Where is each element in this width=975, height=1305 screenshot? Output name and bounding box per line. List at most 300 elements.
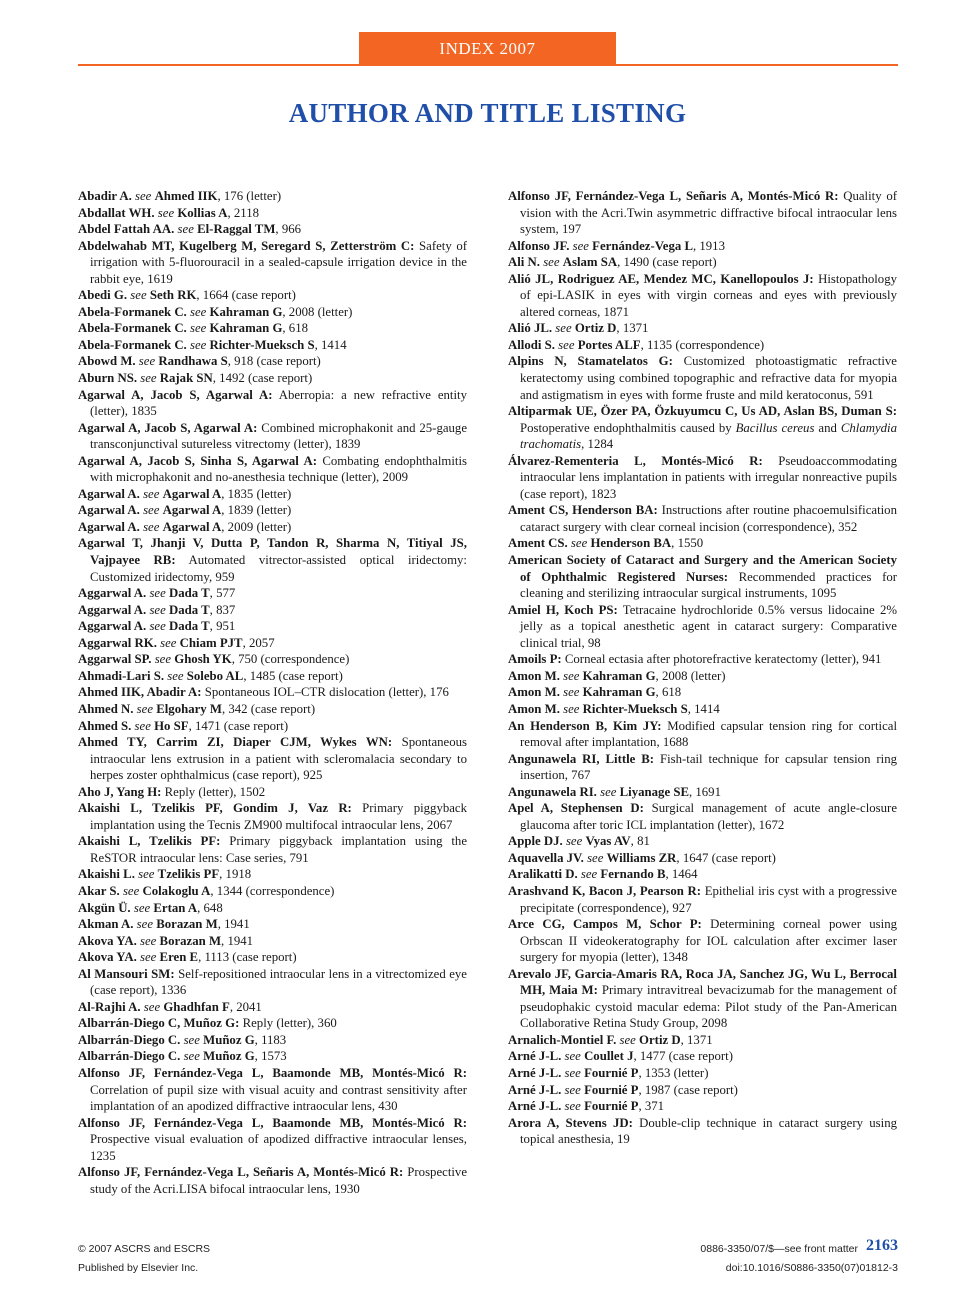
see-reference[interactable]: Agarwal A (162, 503, 222, 518)
index-entry (78, 535, 467, 585)
see-reference[interactable]: Solebo AL (186, 668, 244, 683)
see-label: see (140, 371, 157, 386)
index-entry (78, 221, 467, 238)
entry-text: , 1135 (correspondence) (640, 337, 765, 352)
see-label: see (565, 834, 583, 849)
entry-author: Arnalich-Montiel F. (508, 1032, 617, 1047)
entry-author: Agarwal A. (78, 519, 140, 534)
entry-author: Allodi S. (508, 337, 555, 352)
entry-text: , 1987 (case report) (638, 1082, 738, 1097)
entry-author: Alió JL. (508, 321, 553, 336)
entry-author: Agarwal A, Jacob S, Agarwal A: (78, 420, 258, 435)
index-entry (78, 602, 467, 619)
index-entry (508, 353, 897, 403)
entry-text: , 1839 (letter) (221, 503, 292, 518)
entry-author: Alfonso JF. (508, 238, 570, 253)
see-reference[interactable]: Muñoz G (203, 1049, 255, 1064)
entry-author: Aggarwal A. (78, 602, 147, 617)
entry-author: Altiparmak UE, Özer PA, Özkuyumcu C, Us AD, Aslan BS, Duman S: (508, 404, 897, 419)
entry-text: Automated vitrector-assisted optical iridectomy: Customized iridectomy, 959 (90, 553, 467, 584)
entry-author: Akman A. (78, 917, 134, 932)
index-entry (508, 271, 897, 321)
entry-author: Abowd M. (78, 354, 136, 369)
see-reference[interactable]: Ahmed IIK (154, 189, 218, 203)
index-entry (78, 1048, 467, 1065)
entry-text: Fish-tail technique for capsular tension ring insertion, 767 (520, 751, 897, 783)
see-label: see (619, 1032, 636, 1047)
entry-text: Self-repositioned intraocular lens in a vitrectomized eye (case report), 1336 (90, 966, 467, 998)
see-label: see (135, 189, 152, 203)
entry-author: Abdelwahab MT, Kugelberg M, Seregard S, Zetterström C: (78, 238, 415, 253)
index-entry (508, 1048, 897, 1065)
see-label: see (564, 1082, 581, 1097)
entry-author: Albarrán-Diego C. (78, 1049, 181, 1064)
entry-text: , 1664 (case report) (196, 288, 296, 303)
entry-text: Tetracaine hydrochloride 0.5% versus lidocaine 2% jelly as a topical anesthetic agent in cataract surgery: Comparative clinical trial, 98 (520, 602, 897, 650)
entry-text: Customized photoastigmatic refractive keratectomy using combined topographic and refractive data for myopia and astigmatism in eyes with forme fruste and mild keratoconus, 591 (520, 354, 897, 402)
see-label: see (587, 850, 604, 865)
index-entry (508, 883, 897, 916)
see-reference[interactable]: Aslam SA (562, 255, 618, 270)
see-label: see (157, 205, 175, 220)
entry-text: Spontaneous intraocular lens extrusion in a patient with scleromalacia secondary to herpes zoster ophthalmicus (case report), 925 (90, 735, 467, 783)
entry-text: Pseudoaccommodating intraocular lens implantation in patients with irregular nonreactive pupils (case report), 1823 (520, 453, 897, 501)
index-entry (78, 585, 467, 602)
entry-text: , 1647 (case report) (676, 850, 776, 865)
index-entry (78, 618, 467, 635)
entry-text: , 966 (275, 222, 302, 237)
index-entry (508, 238, 897, 255)
entry-author: Arné J-L. (508, 1082, 562, 1097)
entry-text: , 2057 (242, 635, 275, 650)
entry-author: Apple DJ. (508, 834, 563, 849)
index-tab: INDEX 2007 (359, 32, 616, 66)
see-reference[interactable]: Vyas AV (585, 834, 631, 849)
entry-text: , 1284 (581, 437, 614, 452)
index-entry (508, 1098, 897, 1115)
see-reference[interactable]: Kahraman G (582, 668, 656, 683)
entry-author: Ahmed N. (78, 701, 134, 716)
see-reference[interactable]: Richter-Mueksch S (209, 337, 315, 352)
see-reference[interactable]: Portes ALF (577, 337, 641, 352)
index-entry (78, 734, 467, 784)
see-label: see (580, 867, 598, 882)
see-reference[interactable]: Ortiz D (639, 1032, 681, 1047)
entry-author: Aggarwal SP. (78, 652, 152, 667)
entry-author: Akaishi L. (78, 867, 135, 882)
see-reference[interactable]: Ghosh YK (174, 652, 232, 667)
entry-text: Spontaneous IOL–CTR dislocation (letter), 176 (201, 685, 449, 700)
entry-text: Prospective visual evaluation of apodized diffractive intraocular lenses, 1235 (90, 1132, 467, 1163)
see-label: see (143, 519, 160, 534)
entry-author: Amiel H, Koch PS: (508, 602, 618, 617)
entry-author: An Henderson B, Kim JY: (508, 718, 662, 733)
see-reference[interactable]: Agarwal A (162, 519, 222, 534)
entry-text: and (814, 420, 841, 435)
entry-text: , 951 (209, 619, 236, 634)
entry-author: Arné J-L. (508, 1065, 562, 1080)
right-column (508, 188, 897, 1148)
entry-text: Instructions after routine phacoemulsification cataract surgery with clear corneal incision (correspondence), 352 (520, 503, 897, 534)
see-label: see (183, 1032, 200, 1047)
see-label: see (543, 255, 560, 270)
entry-author: Arora A, Stevens JD: (508, 1115, 633, 1130)
entry-author: Ahmed IIK, Abadir A: (78, 685, 202, 700)
see-reference[interactable]: Dada T (169, 602, 210, 617)
see-reference[interactable]: Rajak SN (159, 371, 213, 386)
entry-text: , 1414 (314, 337, 347, 352)
entry-text: , 1471 (case report) (188, 718, 289, 733)
index-entry (78, 651, 467, 668)
see-reference[interactable]: Tzelikis PF (157, 867, 220, 882)
index-entry (78, 205, 467, 222)
index-entry (78, 684, 467, 701)
index-entry (508, 718, 897, 751)
entry-author: Aggarwal RK. (78, 635, 157, 650)
index-entry (508, 1115, 897, 1148)
entry-text: Combating endophthalmitis with microphakonit and no-anesthesia technique (letter), 2009 (90, 453, 468, 485)
entry-author: Abdel Fattah AA. (78, 222, 175, 237)
entry-text: , 1941 (221, 933, 254, 948)
index-entry (508, 1032, 897, 1049)
entry-text: , 1490 (case report) (617, 255, 717, 270)
see-label: see (570, 536, 588, 551)
index-entry (508, 668, 897, 685)
entry-text: Correlation of pupil size with visual acuity and contrast sensitivity after implantation of an apodized diffractive intraocular lens, 430 (90, 1082, 467, 1114)
see-reference[interactable]: Ghadhfan F (163, 999, 230, 1014)
entry-author: Abela-Formanek C. (78, 304, 187, 319)
see-label: see (140, 950, 157, 965)
see-reference[interactable]: Fernando B (600, 867, 666, 882)
see-label: see (140, 933, 157, 948)
entry-author: Arevalo JF, Garcia-Amaris RA, Roca JA, Sanchez JG, Wu L, Berrocal MH, Maia M: (508, 966, 897, 998)
index-entry (78, 1164, 467, 1197)
see-reference[interactable]: Kahraman G (582, 685, 656, 700)
entry-author: Amon M. (508, 685, 560, 700)
index-entry (78, 1015, 467, 1032)
see-reference[interactable]: Elgohary M (156, 701, 222, 716)
entry-text: , 2008 (letter) (655, 668, 726, 683)
entry-author: Akova YA. (78, 950, 137, 965)
entry-author: Aquavella JV. (508, 850, 584, 865)
see-reference[interactable]: Muñoz G (203, 1032, 255, 1047)
index-entry (78, 453, 467, 486)
see-reference[interactable]: Seth RK (149, 288, 197, 303)
see-label: see (149, 619, 166, 634)
entry-text: , 618 (655, 685, 682, 700)
entry-text: Primary intravitreal bevacizumab for the management of pseudophakic cystoid macular edema: Pilot study of the Pan-American Collaborative Retina Study Group, 2098 (520, 983, 897, 1031)
index-entry (508, 751, 897, 784)
see-label: see (177, 222, 194, 237)
entry-author: Álvarez-Rementeria L, Montés-Micó R: (508, 453, 763, 468)
entry-author: Ali N. (508, 255, 540, 270)
entry-author: Ament CS. (508, 536, 568, 551)
index-entry (78, 933, 467, 950)
see-label: see (572, 238, 589, 253)
see-reference[interactable]: Randhawa S (158, 354, 228, 369)
page-number: 2163 (866, 1237, 898, 1254)
entry-text: Histopathology of epi-LASIK in eyes with virgin corneas and eyes with previously altered corneas, 1871 (520, 271, 897, 319)
index-entry (508, 602, 897, 652)
index-entry (508, 651, 897, 668)
see-reference[interactable]: Chiam PJT (179, 635, 243, 650)
entry-author: Akaishi L, Tzelikis PF: (78, 834, 221, 849)
entry-author: Ament CS, Henderson BA: (508, 503, 658, 518)
entry-text: Combined microphakonit and 25-gauge transconjunctival sutureless vitrectomy (letter), 1839 (90, 420, 467, 452)
entry-text: , 1371 (616, 321, 649, 336)
index-entry (78, 353, 467, 370)
index-entry (508, 552, 897, 602)
see-reference[interactable]: Williams ZR (606, 850, 677, 865)
entry-author: Al-Rajhi A. (78, 999, 141, 1014)
entry-text: , 618 (282, 321, 308, 336)
entry-author: Abela-Formanek C. (78, 337, 187, 352)
entry-author: Alfonso JF, Fernández-Vega L, Baamonde MB, Montés-Micó R: (78, 1065, 467, 1080)
entry-author: Arce CG, Campos M, Schor P: (508, 917, 702, 932)
entry-text: , 1941 (217, 917, 250, 932)
entry-text: , 1573 (254, 1049, 287, 1064)
page-title: AUTHOR AND TITLE LISTING (288, 98, 687, 128)
entry-author: Angunawela RI, Little B: (508, 751, 655, 766)
entry-text: , 2008 (letter) (282, 304, 353, 319)
entry-author: Akova YA. (78, 933, 137, 948)
see-reference[interactable]: Ortiz D (574, 321, 617, 336)
see-reference[interactable]: Kahraman G (209, 304, 283, 319)
index-entry (78, 519, 467, 536)
see-reference[interactable]: Coullet J (584, 1049, 634, 1064)
index-entry (78, 1065, 467, 1115)
entry-text: , 2041 (229, 999, 262, 1014)
index-entry (78, 502, 467, 519)
index-entry (78, 387, 467, 420)
entry-text: , 1371 (680, 1032, 713, 1047)
entry-text: , 1113 (case report) (198, 950, 297, 965)
index-entry (508, 701, 897, 718)
index-entry (78, 1115, 467, 1165)
index-entry (78, 304, 467, 321)
entry-text: Postoperative endophthalmitis caused by (520, 420, 736, 435)
index-entry (508, 866, 897, 883)
entry-text: Epithelial iris cyst with a progressive precipitate (correspondence), 927 (520, 883, 897, 915)
entry-author: Arné J-L. (508, 1049, 562, 1064)
see-reference[interactable]: Kollias A (177, 205, 228, 220)
entry-text: , 1344 (correspondence) (210, 883, 335, 898)
entry-text: Aberropia: a new refractive entity (letter), 1835 (90, 387, 467, 419)
see-label: see (136, 701, 154, 716)
index-entry (78, 238, 467, 288)
entry-author: Amon M. (508, 668, 560, 683)
see-label: see (564, 1065, 581, 1080)
entry-author: Aralikatti D. (508, 867, 578, 882)
entry-author: Agarwal A, Jacob S, Sinha S, Agarwal A: (78, 453, 317, 468)
entry-text: Surgical management of acute angle-closure glaucoma after toric ICL implantation (letter), 1672 (520, 801, 897, 832)
see-label: see (134, 718, 151, 733)
entry-text: Determining corneal power using Orbscan II videokeratography for IOL calculation after excimer laser surgery for myopia (letter), 1348 (520, 917, 897, 965)
see-label: see (189, 304, 207, 319)
see-reference[interactable]: Colakoglu A (142, 883, 211, 898)
index-entry (508, 684, 897, 701)
entry-text: , 2118 (227, 205, 259, 220)
entry-text: Prospective study of the Acri.LISA bifocal intraocular lens, 1930 (90, 1165, 468, 1196)
entry-author: Agarwal A. (78, 503, 140, 518)
see-label: see (143, 999, 161, 1014)
entry-author: American Society of Cataract and Surgery and the American Society of Ophthalmic Registered Nurses: (508, 553, 897, 584)
index-entry (78, 966, 467, 999)
see-label: see (122, 883, 140, 898)
entry-text: , 1183 (254, 1032, 287, 1047)
index-entry (78, 833, 467, 866)
index-entry (78, 866, 467, 883)
copyright-notice: © 2007 ASCRS and ESCRS (78, 1243, 211, 1255)
index-entry (508, 833, 897, 850)
index-entry (508, 453, 897, 503)
entry-author: Aggarwal A. (78, 619, 147, 634)
index-entry (78, 916, 467, 933)
issn-notice: 0886-3350/07/$—see front matter (700, 1243, 858, 1255)
index-entry (78, 949, 467, 966)
entry-text: , 1550 (671, 536, 704, 551)
index-entry (508, 916, 897, 966)
entry-author: Abdallat WH. (78, 205, 155, 220)
see-reference[interactable]: Richter-Mueksch S (582, 701, 688, 716)
entry-text: , 342 (case report) (221, 701, 316, 716)
entry-text: , 1464 (665, 867, 698, 882)
see-label: see (138, 867, 155, 882)
entry-author: Aburn NS. (78, 371, 138, 386)
index-entry (508, 337, 897, 354)
entry-author: Agarwal A, Jacob S, Agarwal A: (78, 387, 273, 402)
entry-text: Reply (letter), 1502 (161, 784, 266, 799)
see-label: see (130, 288, 147, 303)
index-entry (78, 784, 467, 801)
index-entry (78, 486, 467, 503)
see-label: see (149, 602, 166, 617)
see-label: see (555, 321, 572, 336)
entry-text: Safety of irrigation with 5-fluorouracil in a sealed-capsule irrigation device in the rabbit eye, 1619 (90, 238, 467, 286)
index-entry (508, 254, 897, 271)
index-entry (508, 502, 897, 535)
see-reference[interactable]: Dada T (169, 586, 210, 601)
see-label: see (167, 668, 184, 683)
index-entry (78, 188, 467, 205)
index-entry (508, 403, 897, 453)
entry-author: Arashvand K, Bacon J, Pearson R: (508, 883, 702, 898)
see-label: see (563, 668, 580, 683)
see-label: see (600, 784, 617, 799)
entry-text: Reply (letter), 360 (239, 1016, 337, 1031)
entry-author: Albarrán-Diego C, Muñoz G: (78, 1016, 240, 1031)
entry-author: Abedi G. (78, 288, 128, 303)
see-reference[interactable]: Ertan A (153, 900, 198, 915)
see-reference[interactable]: Fournié P (584, 1099, 639, 1114)
see-label: see (558, 337, 575, 352)
entry-text: , 750 (correspondence) (231, 652, 350, 667)
entry-text: Double-clip technique in cataract surgery using topical anesthesia, 19 (520, 1115, 897, 1147)
entry-author: Abela-Formanek C. (78, 321, 187, 336)
see-reference[interactable]: Borazan M (159, 933, 222, 948)
index-entry (508, 784, 897, 801)
entry-author: Aggarwal A. (78, 586, 147, 601)
index-entry (508, 800, 897, 833)
left-column (78, 188, 467, 1197)
entry-author: Agarwal A. (78, 486, 140, 501)
see-reference[interactable]: Agarwal A (162, 486, 222, 501)
see-reference[interactable]: Kahraman G (209, 321, 283, 336)
entry-text: , 1485 (case report) (243, 668, 343, 683)
entry-text: , 1918 (219, 867, 252, 882)
index-entry (508, 188, 897, 238)
see-label: see (143, 503, 160, 518)
see-label: see (136, 917, 154, 932)
entry-author: Akar S. (78, 883, 120, 898)
see-reference[interactable]: Borazan M (156, 917, 218, 932)
see-reference[interactable]: Ho SF (154, 718, 189, 733)
see-reference[interactable]: El-Raggal TM (197, 222, 276, 237)
entry-text: Modified capsular tension ring for cortical removal after implantation, 1688 (520, 718, 897, 750)
see-reference[interactable]: Fernández-Vega L (592, 238, 693, 253)
index-entry (508, 320, 897, 337)
see-label: see (149, 586, 166, 601)
entry-text: , 371 (638, 1099, 665, 1114)
entry-text: Primary piggyback implantation using the Tecnis ZM900 multifocal intraocular lens, 2067 (90, 801, 467, 832)
entry-text: , 1835 (letter) (221, 486, 292, 501)
see-label: see (189, 337, 207, 352)
entry-text: , 1353 (letter) (638, 1065, 709, 1080)
entry-text: , 1477 (case report) (633, 1049, 733, 1064)
see-reference[interactable]: Fournié P (584, 1065, 639, 1080)
entry-text: Primary piggyback implantation using the ReSTOR intraocular lens: Case series, 791 (90, 834, 467, 865)
doi-link[interactable]: doi:10.1016/S0886-3350(07)01812-3 (725, 1262, 898, 1274)
index-entry (78, 718, 467, 735)
index-entry (508, 535, 897, 552)
entry-text: Quality of vision with the Acri.Twin asymmetric diffractive bifocal intraocular lens system, 197 (520, 189, 897, 237)
entry-author: Alfonso JF, Fernández-Vega L, Señaris A, Montés-Micó R: (508, 189, 839, 203)
entry-author: Ahmed S. (78, 718, 132, 733)
index-entry (508, 1065, 897, 1082)
entry-author: Amon M. (508, 701, 560, 716)
entry-author: Akgün Ü. (78, 900, 131, 915)
index-entry (78, 1032, 467, 1049)
see-reference[interactable]: Liyanage SE (619, 784, 689, 799)
index-entry (78, 701, 467, 718)
entry-text: , 1691 (688, 784, 721, 799)
entry-author: Aho J, Yang H: (78, 784, 162, 799)
index-entry (508, 1082, 897, 1099)
entry-author: Albarrán-Diego C. (78, 1032, 181, 1047)
see-label: see (138, 354, 156, 369)
see-label: see (564, 1099, 581, 1114)
entry-text: Recommended practices for cleaning and sterilizing intraocular surgical instruments, 1095 (520, 569, 897, 601)
entry-author: Alfonso JF, Fernández-Vega L, Baamonde MB, Montés-Micó R: (78, 1115, 467, 1130)
entry-text: , 837 (209, 602, 236, 617)
see-reference[interactable]: Henderson BA (590, 536, 672, 551)
entry-text: , 1414 (687, 701, 720, 716)
see-reference[interactable]: Dada T (169, 619, 210, 634)
index-entry (78, 999, 467, 1016)
entry-text: , 648 (197, 900, 223, 915)
index-entry (78, 635, 467, 652)
entry-text: , 1913 (692, 238, 725, 253)
publisher-notice: Published by Elsevier Inc. (78, 1262, 199, 1274)
entry-author: Abadir A. (78, 189, 132, 203)
entry-author: Alió JL, Rodriguez AE, Mendez MC, Kanellopoulos J: (508, 271, 814, 286)
see-label: see (189, 321, 207, 336)
see-reference[interactable]: Fournié P (584, 1082, 639, 1097)
see-reference[interactable]: Eren E (159, 950, 199, 965)
see-label: see (160, 635, 177, 650)
index-entry (508, 966, 897, 1032)
index-entry (78, 320, 467, 337)
